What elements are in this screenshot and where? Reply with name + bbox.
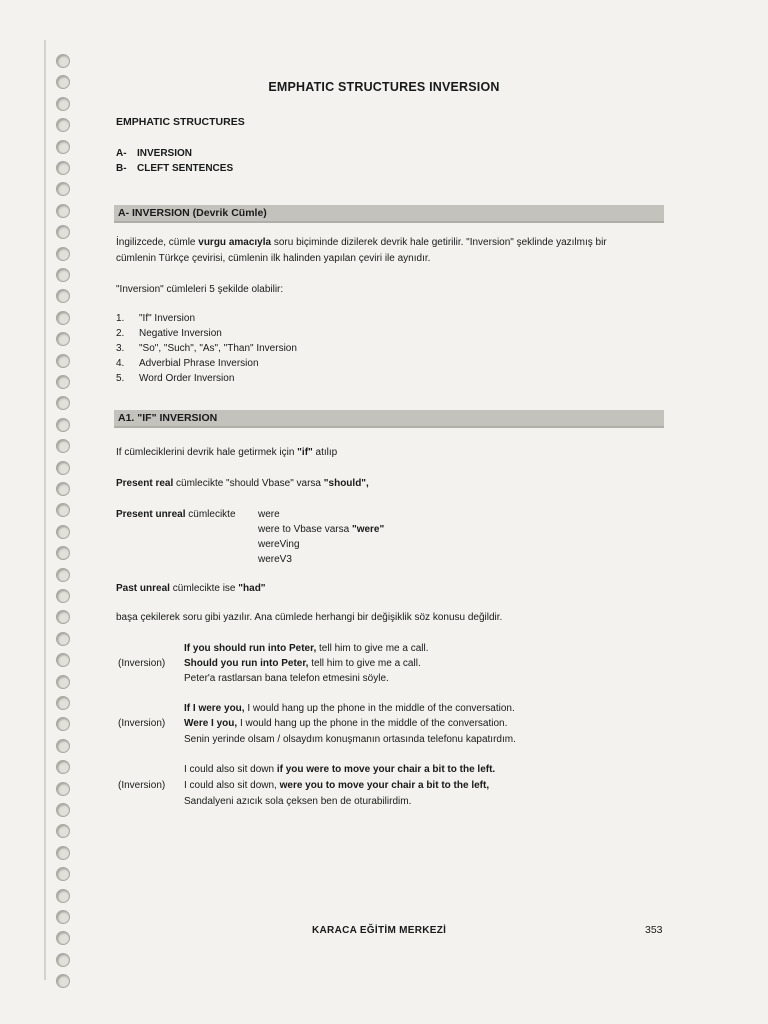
example-translation: Senin yerinde olsam / olsaydım konuşmanın ortasında telefonu kapatırdım. <box>184 734 516 745</box>
page-number: 353 <box>645 924 663 936</box>
band-label: A- INVERSION (Devrik Cümle) <box>118 207 267 219</box>
present-real-rule: Present real cümlecikte "should Vbase" varsa "should", <box>116 478 369 489</box>
binding-hole <box>56 461 70 475</box>
binding-hole <box>56 717 70 731</box>
binding-hole <box>56 675 70 689</box>
example-translation: Sandalyeni azıcık sola çeksen ben de oturabilirdim. <box>184 796 412 807</box>
example-original: If you should run into Peter, tell him to give me a call. <box>184 643 429 654</box>
binding-hole <box>56 354 70 368</box>
section-band-inversion <box>114 205 664 223</box>
binding-hole <box>56 653 70 667</box>
binding-hole <box>56 225 70 239</box>
binding-hole <box>56 739 70 753</box>
band-label: A1. "IF" INVERSION <box>118 412 218 424</box>
spiral-holes <box>52 44 76 984</box>
binding-hole <box>56 311 70 325</box>
binding-hole <box>56 482 70 496</box>
binding-hole <box>56 289 70 303</box>
binding-hole <box>56 568 70 582</box>
binding-hole <box>56 867 70 881</box>
inversion-rule: başa çekilerek soru gibi yazılır. Ana cümlede herhangi bir değişiklik söz konusu değildir. <box>116 612 503 623</box>
binding-hole <box>56 54 70 68</box>
binding-hole <box>56 182 70 196</box>
binding-hole <box>56 247 70 261</box>
binding-hole <box>56 846 70 860</box>
binding-hole <box>56 632 70 646</box>
binding-hole <box>56 418 70 432</box>
binding-hole <box>56 332 70 346</box>
binding-hole <box>56 953 70 967</box>
form-were-ving: wereVing <box>258 539 300 550</box>
binding-hole <box>56 140 70 154</box>
binding-hole <box>56 610 70 624</box>
binding-hole <box>56 931 70 945</box>
binding-hole <box>56 824 70 838</box>
list-item: 4. Adverbial Phrase Inversion <box>116 358 259 369</box>
binding-hole <box>56 525 70 539</box>
example-inverted: I could also sit down, were you to move your chair a bit to the left, <box>184 780 490 791</box>
list-item: 5. Word Order Inversion <box>116 373 235 384</box>
binding-hole <box>56 760 70 774</box>
list-item: 2. Negative Inversion <box>116 328 222 339</box>
binding-hole <box>56 803 70 817</box>
binding-hole <box>56 375 70 389</box>
example-inverted: Were I you, I would hang up the phone in the middle of the conversation. <box>184 718 508 729</box>
example-label: (Inversion) <box>118 718 166 729</box>
form-were-v3: wereV3 <box>258 554 292 565</box>
binding-hole <box>56 396 70 410</box>
binding-edge <box>44 40 46 980</box>
toc-item: B- CLEFT SENTENCES <box>116 163 234 174</box>
example-inverted: Should you run into Peter, tell him to give me a call. <box>184 658 421 669</box>
intro-line-1: İngilizcede, cümle vurgu amacıyla soru biçiminde dizilerek devrik hale getirilir. "Inversion" şeklinde yazılmış bir <box>116 237 607 248</box>
binding-hole <box>56 268 70 282</box>
binding-hole <box>56 889 70 903</box>
page-title: EMPHATIC STRUCTURES INVERSION <box>268 80 500 94</box>
past-unreal-rule: Past unreal cümlecikte ise "had" <box>116 583 266 594</box>
binding-hole <box>56 439 70 453</box>
present-unreal-rule: Present unreal cümlecikte <box>116 509 236 520</box>
section-heading: EMPHATIC STRUCTURES <box>116 116 245 128</box>
form-were-to: were to Vbase varsa "were" <box>258 524 385 535</box>
binding-hole <box>56 503 70 517</box>
toc-item: A- INVERSION <box>116 148 193 159</box>
binding-hole <box>56 782 70 796</box>
binding-hole <box>56 910 70 924</box>
binding-hole <box>56 589 70 603</box>
list-item: 3. "So", "Such", "As", "Than" Inversion <box>116 343 297 354</box>
types-intro: "Inversion" cümleleri 5 şekilde olabilir: <box>116 284 284 295</box>
binding-hole <box>56 97 70 111</box>
list-item: 1. "If" Inversion <box>116 313 196 324</box>
binding-hole <box>56 118 70 132</box>
binding-hole <box>56 161 70 175</box>
intro-line-2: cümlenin Türkçe çevirisi, cümlenin ilk halinden yapılan çeviri ile aynıdır. <box>116 253 431 264</box>
example-label: (Inversion) <box>118 658 166 669</box>
example-translation: Peter'a rastlarsan bana telefon etmesini söyle. <box>184 673 389 684</box>
section-band-if-inversion <box>114 410 664 428</box>
form-were: were <box>258 509 280 520</box>
binding-hole <box>56 974 70 988</box>
binding-hole <box>56 696 70 710</box>
binding-hole <box>56 204 70 218</box>
example-label: (Inversion) <box>118 780 166 791</box>
binding-hole <box>56 546 70 560</box>
example-original: If I were you, I would hang up the phone in the middle of the conversation. <box>184 703 515 714</box>
example-original: I could also sit down if you were to move your chair a bit to the left. <box>184 764 496 775</box>
if-intro: If cümleciklerini devrik hale getirmek için "if" atılıp <box>116 447 338 458</box>
footer-publisher: KARACA EĞİTİM MERKEZİ <box>312 925 447 936</box>
